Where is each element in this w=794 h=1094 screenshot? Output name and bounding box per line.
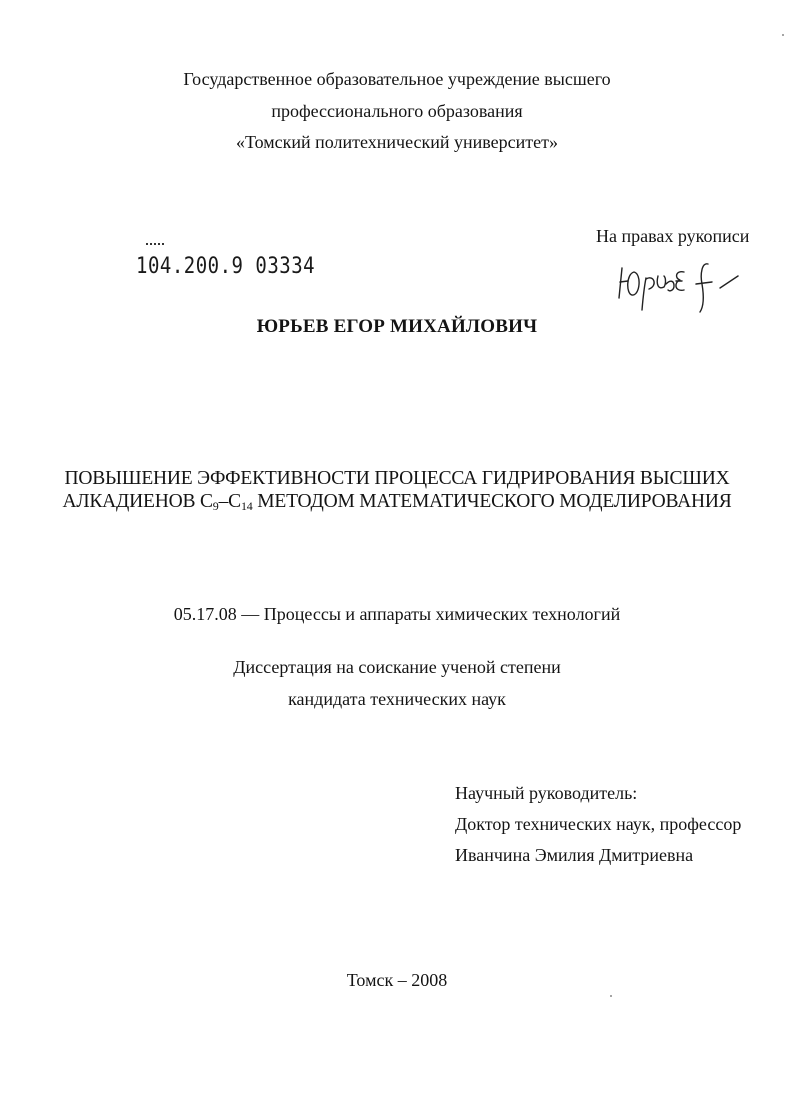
title-subscript-9: 9	[212, 499, 219, 513]
supervisor-name: Иванчина Эмилия Дмитриевна	[455, 845, 694, 865]
supervisor-title: Доктор технических наук, профессор	[455, 814, 742, 834]
specialty-code: 05.17.08 — Процессы и аппараты химических технологий	[173, 604, 621, 624]
degree-line-1: Диссертация на соискание ученой степени	[233, 657, 561, 677]
archive-number-stamp: 104.200.9 03334	[136, 253, 316, 279]
title-subscript-14: 14	[240, 499, 253, 513]
scan-speck	[610, 995, 612, 997]
degree-line-2: кандидата технических наук	[288, 689, 506, 709]
title-prefix: АЛКАДИЕНОВ С	[62, 491, 213, 512]
supervisor-heading: Научный руководитель:	[455, 783, 638, 803]
scan-speck	[782, 34, 784, 36]
title-suffix: МЕТОДОМ МАТЕМАТИЧЕСКОГО МОДЕЛИРОВАНИЯ	[252, 491, 732, 512]
author-name: ЮРЬЕВ ЕГОР МИХАЙЛОВИЧ	[256, 316, 538, 337]
dissertation-title-line-1: ПОВЫШЕНИЕ ЭФФЕКТИВНОСТИ ПРОЦЕССА ГИДРИРОВАНИЯ ВЫСШИХ	[64, 468, 730, 489]
signature-icon	[616, 254, 746, 316]
institution-line-3: «Томский политехнический университет»	[235, 132, 559, 152]
institution-line-2: профессионального образования	[271, 101, 523, 121]
title-dash: –С	[218, 491, 241, 512]
archive-stamp-dots	[146, 243, 164, 248]
place-year: Томск – 2008	[346, 970, 448, 990]
dissertation-title-line-2	[0, 490, 794, 513]
manuscript-rights-note: На правах рукописи	[596, 226, 750, 246]
institution-line-1: Государственное образовательное учреждение высшего	[183, 69, 611, 89]
